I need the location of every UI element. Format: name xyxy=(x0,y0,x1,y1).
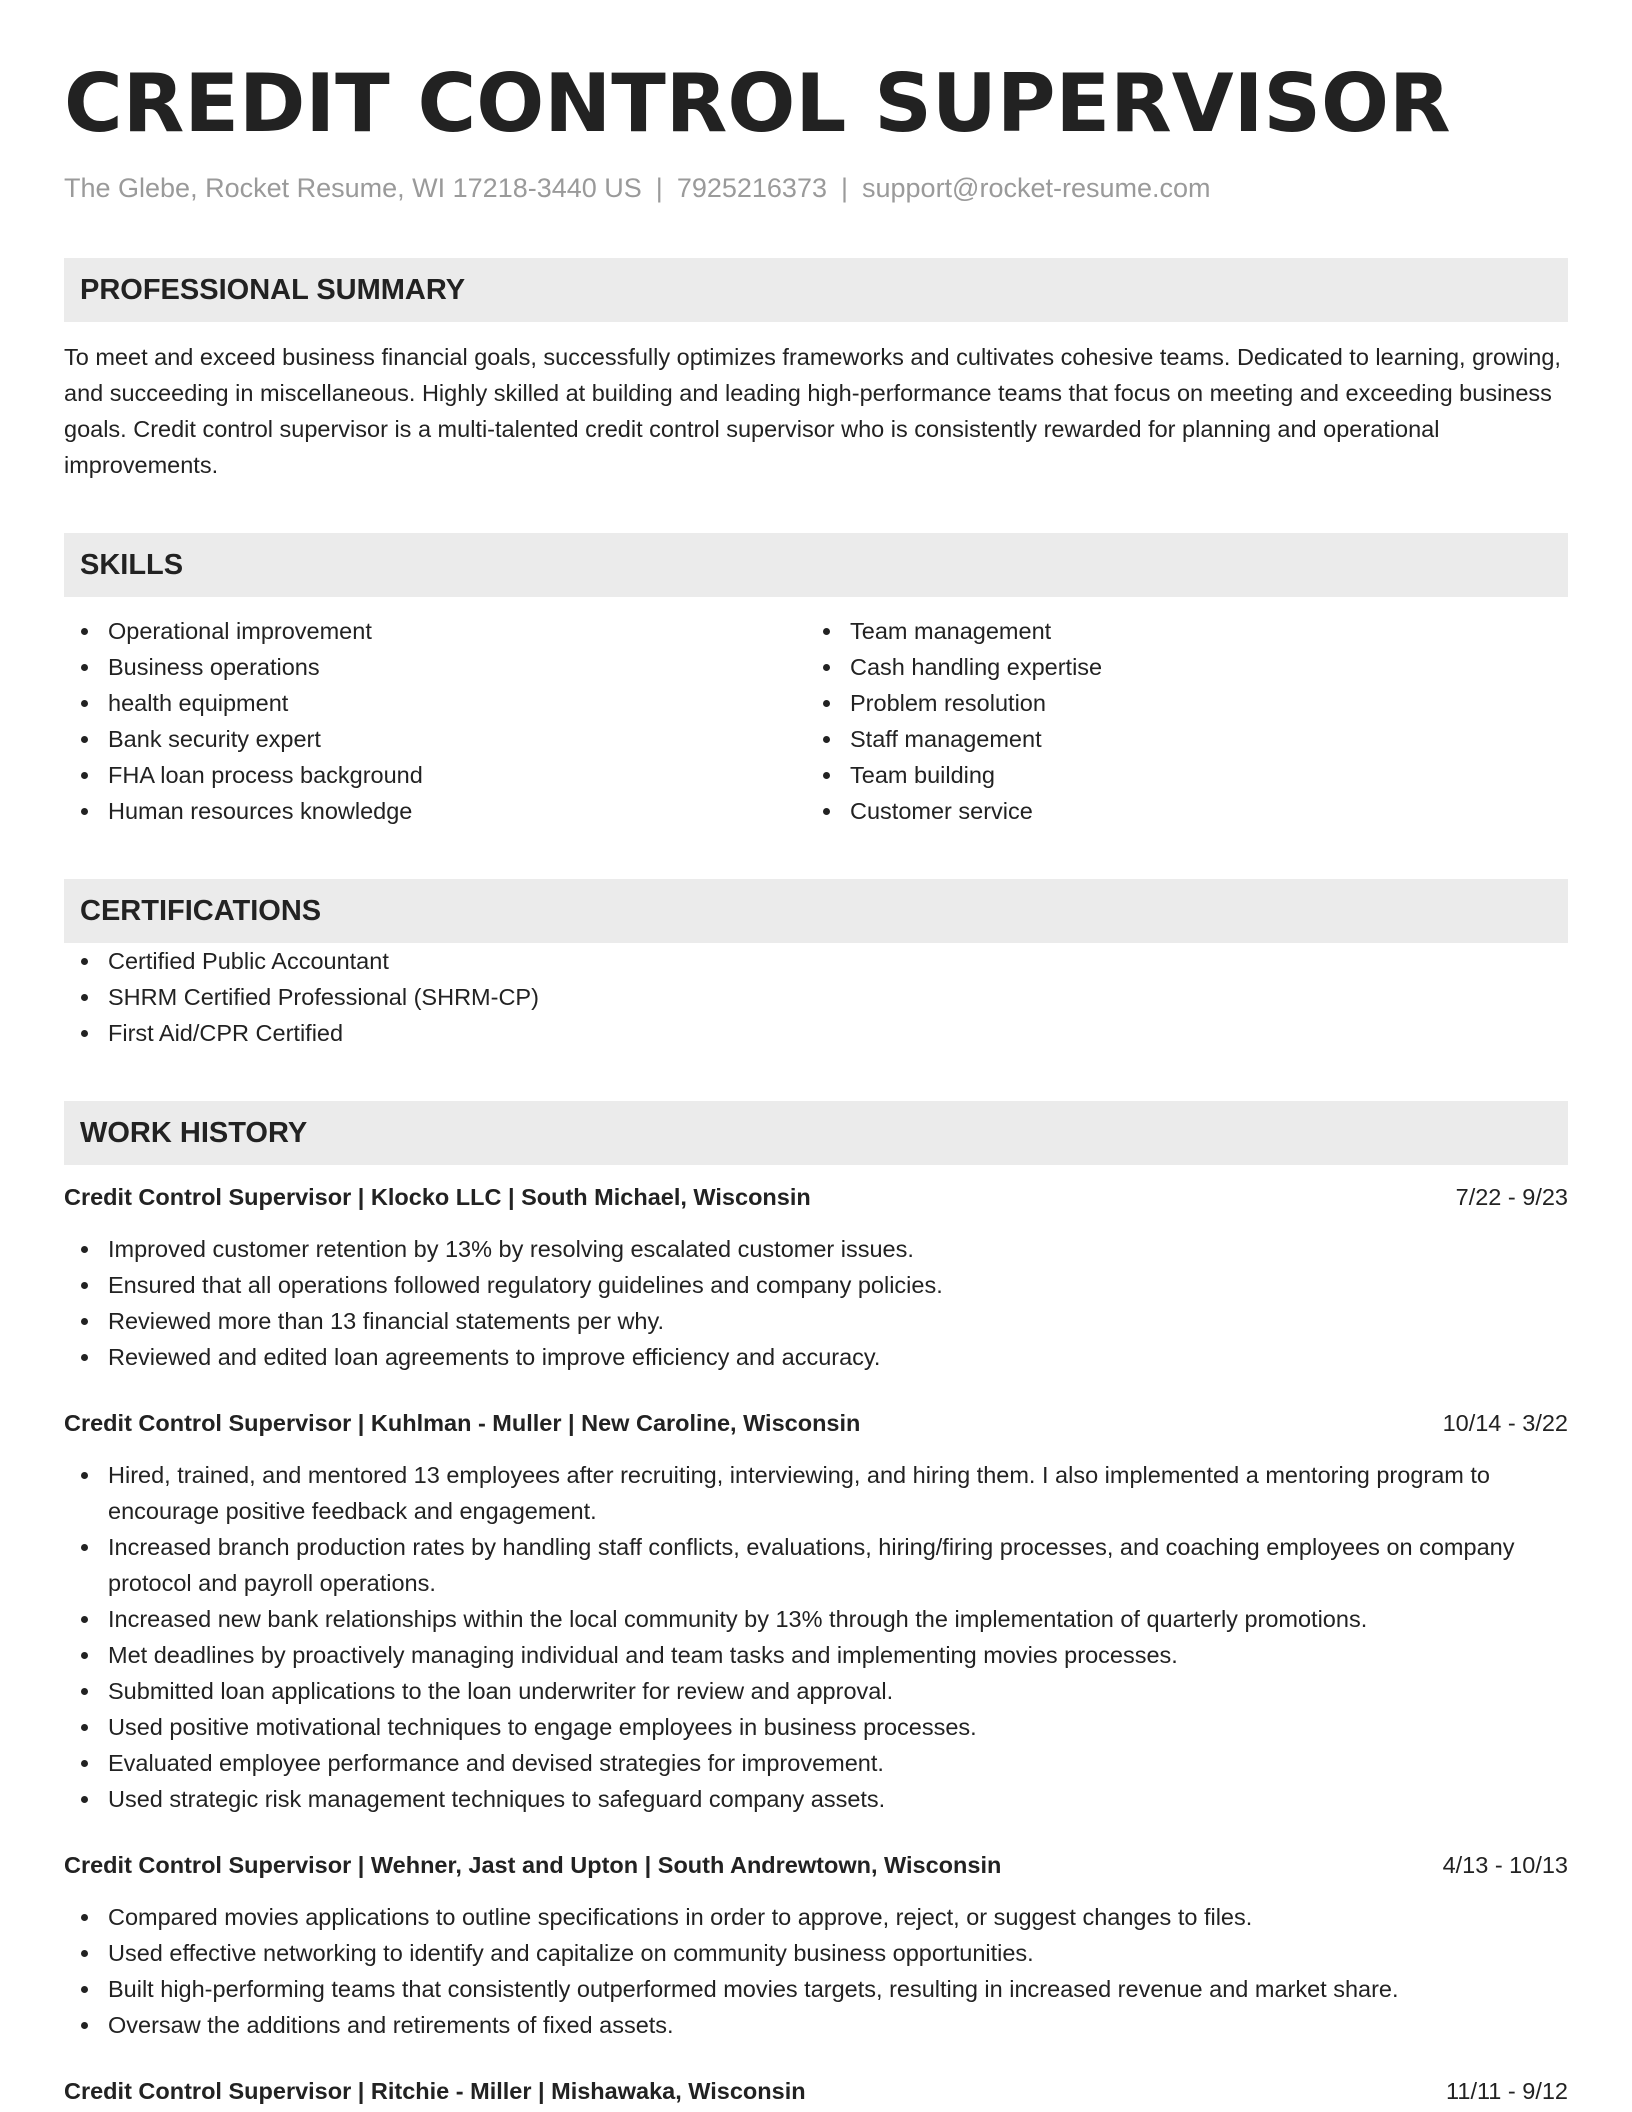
section-heading-certifications: CERTIFICATIONS xyxy=(64,879,1568,943)
job-bullet: Compared movies applications to outline specifications in order to approve, reject, or suggest changes to files. xyxy=(64,1899,1568,1935)
job-bullet: Used positive motivational techniques to engage employees in business processes. xyxy=(64,1709,1568,1745)
job-entry xyxy=(64,1179,1568,1375)
job-bullet: Reviewed and edited loan agreements to improve efficiency and accuracy. xyxy=(64,1339,1568,1375)
job-bullet: Evaluated employee performance and devised strategies for improvement. xyxy=(64,1745,1568,1781)
job-bullets xyxy=(64,1457,1568,1817)
section-heading-skills: SKILLS xyxy=(64,533,1568,597)
certification-item: SHRM Certified Professional (SHRM-CP) xyxy=(64,979,1568,1015)
job-dates: 4/13 - 10/13 xyxy=(1442,1852,1568,1878)
job-entry xyxy=(64,2073,1568,2109)
skill-item: health equipment xyxy=(64,685,806,721)
job-bullet: Increased branch production rates by handling staff conflicts, evaluations, hiring/firing processes, and coaching employees on company protocol and payroll operations. xyxy=(64,1529,1568,1601)
skill-item: FHA loan process background xyxy=(64,757,806,793)
skill-item: Business operations xyxy=(64,649,806,685)
contact-line xyxy=(64,170,1568,206)
job-header xyxy=(64,1405,1568,1441)
skill-item: Customer service xyxy=(806,793,1568,829)
job-header xyxy=(64,1847,1568,1883)
skill-item: Team management xyxy=(806,613,1568,649)
certification-item: Certified Public Accountant xyxy=(64,943,1568,979)
job-bullet: Used effective networking to identify and capitalize on community business opportunities. xyxy=(64,1935,1568,1971)
skill-item: Bank security expert xyxy=(64,721,806,757)
job-bullets xyxy=(64,1899,1568,2043)
job-bullet: Oversaw the additions and retirements of fixed assets. xyxy=(64,2007,1568,2043)
job-entry xyxy=(64,1405,1568,1817)
job-title: Credit Control Supervisor | Kuhlman - Muller | New Caroline, Wisconsin xyxy=(64,1410,861,1436)
candidate-name: CREDIT CONTROL SUPERVISOR xyxy=(64,57,1451,150)
skills-column-left xyxy=(64,613,806,829)
job-title: Credit Control Supervisor | Klocko LLC | South Michael, Wisconsin xyxy=(64,1184,811,1210)
job-header xyxy=(64,1179,1568,1215)
job-title: Credit Control Supervisor | Ritchie - Miller | Mishawaka, Wisconsin xyxy=(64,2078,806,2104)
skills-list xyxy=(64,613,1568,829)
skill-item: Team building xyxy=(806,757,1568,793)
job-bullet: Reviewed more than 13 financial statements per why. xyxy=(64,1303,1568,1339)
contact-phone: 7925216373 xyxy=(676,173,827,203)
skill-item: Human resources knowledge xyxy=(64,793,806,829)
job-bullet: Hired, trained, and mentored 13 employees after recruiting, interviewing, and hiring them. I also implemented a mentoring program to encourage positive feedback and engagement. xyxy=(64,1457,1568,1529)
skill-item: Staff management xyxy=(806,721,1568,757)
skill-item: Operational improvement xyxy=(64,613,806,649)
job-dates: 7/22 - 9/23 xyxy=(1455,1184,1568,1210)
job-bullet: Improved customer retention by 13% by resolving escalated customer issues. xyxy=(64,1231,1568,1267)
job-entry xyxy=(64,1847,1568,2043)
skill-item: Cash handling expertise xyxy=(806,649,1568,685)
job-bullet: Ensured that all operations followed regulatory guidelines and company policies. xyxy=(64,1267,1568,1303)
contact-separator: | xyxy=(655,173,663,203)
skills-column-right xyxy=(806,613,1568,829)
job-bullet: Increased new bank relationships within the local community by 13% through the implementation of quarterly promotions. xyxy=(64,1601,1568,1637)
job-title: Credit Control Supervisor | Wehner, Jast and Upton | South Andrewtown, Wisconsin xyxy=(64,1852,1002,1878)
job-dates: 11/11 - 9/12 xyxy=(1446,2078,1568,2104)
job-bullets xyxy=(64,1231,1568,1375)
contact-email: support@rocket-resume.com xyxy=(862,173,1211,203)
summary-text: To meet and exceed business financial goals, successfully optimizes frameworks and cultivates cohesive teams. Dedicated to learning, growing, and succeeding in miscellaneous. Highly skilled at building and leading high-performance teams that focus on meeting and exceeding business goals. Credit control supervisor is a multi-talented credit control supervisor who is consistently rewarded for planning and operational improvements. xyxy=(64,344,1561,478)
contact-address: The Glebe, Rocket Resume, WI 17218-3440 US xyxy=(64,173,642,203)
certifications-list xyxy=(64,943,1568,1051)
skill-item: Problem resolution xyxy=(806,685,1568,721)
job-dates: 10/14 - 3/22 xyxy=(1442,1410,1568,1436)
contact-separator: | xyxy=(840,173,848,203)
section-heading-work-history: WORK HISTORY xyxy=(64,1101,1568,1165)
job-bullet: Used strategic risk management techniques to safeguard company assets. xyxy=(64,1781,1568,1817)
job-bullet: Submitted loan applications to the loan underwriter for review and approval. xyxy=(64,1673,1568,1709)
job-header xyxy=(64,2073,1568,2109)
section-heading-summary: PROFESSIONAL SUMMARY xyxy=(64,258,1568,322)
certification-item: First Aid/CPR Certified xyxy=(64,1015,1568,1051)
job-bullet: Met deadlines by proactively managing individual and team tasks and implementing movies processes. xyxy=(64,1637,1568,1673)
job-bullet: Built high-performing teams that consistently outperformed movies targets, resulting in increased revenue and market share. xyxy=(64,1971,1568,2007)
